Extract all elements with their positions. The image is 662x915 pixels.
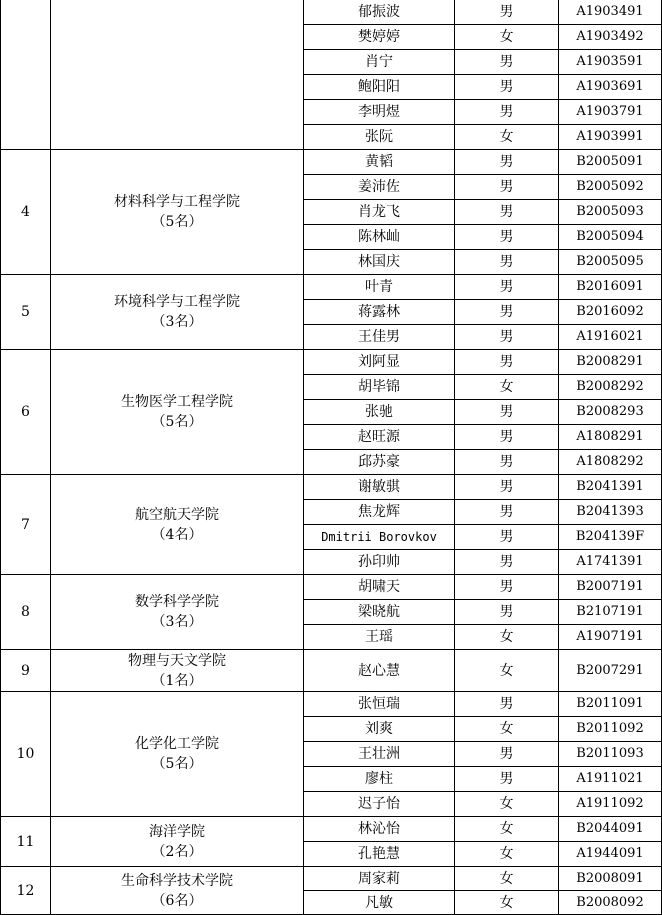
college-name: 环境科学与工程学院 bbox=[114, 294, 240, 310]
college-cell bbox=[51, 350, 304, 475]
student-gender-cell: 男 bbox=[455, 400, 559, 425]
student-id-cell: B2008092 bbox=[559, 891, 662, 915]
student-id-cell: B2044091 bbox=[559, 817, 662, 842]
student-id-cell: B2011091 bbox=[559, 692, 662, 717]
student-name-cell: 鲍阳阳 bbox=[304, 75, 455, 100]
college-cell bbox=[51, 275, 304, 350]
college-quota: （6名） bbox=[151, 892, 203, 909]
student-name-cell: 刘爽 bbox=[304, 717, 455, 742]
student-gender-cell: 男 bbox=[455, 525, 559, 550]
student-id-cell: B2107191 bbox=[559, 600, 662, 625]
student-name-cell: 胡啸天 bbox=[304, 575, 455, 600]
college-quota: （5名） bbox=[151, 414, 203, 430]
student-id-cell: B2005091 bbox=[559, 150, 662, 175]
student-id-cell: B2005095 bbox=[559, 250, 662, 275]
college-cell bbox=[51, 817, 304, 867]
student-id-cell: A1903591 bbox=[559, 50, 662, 75]
college-quota: （3名） bbox=[151, 614, 203, 630]
student-name-cell: 廖柱 bbox=[304, 767, 455, 792]
student-id-cell: B2005092 bbox=[559, 175, 662, 200]
student-name-cell: 叶青 bbox=[304, 275, 455, 300]
college-name: 数学科学学院 bbox=[135, 594, 219, 610]
student-gender-cell: 男 bbox=[455, 550, 559, 575]
student-id-cell: A1907191 bbox=[559, 625, 662, 650]
student-gender-cell: 男 bbox=[455, 450, 559, 475]
college-cell bbox=[51, 0, 304, 150]
table-row bbox=[1, 275, 662, 300]
table-row bbox=[1, 650, 662, 692]
student-gender-cell: 女 bbox=[455, 650, 559, 692]
student-gender-cell: 男 bbox=[455, 600, 559, 625]
student-name-cell: 姜沛佐 bbox=[304, 175, 455, 200]
student-gender-cell: 女 bbox=[455, 25, 559, 50]
student-gender-cell: 男 bbox=[455, 225, 559, 250]
college-cell bbox=[51, 650, 304, 692]
student-gender-cell: 女 bbox=[455, 125, 559, 150]
college-cell bbox=[51, 692, 304, 817]
student-id-cell: A1903491 bbox=[559, 0, 662, 25]
student-id-cell: B2005094 bbox=[559, 225, 662, 250]
student-id-cell: A1903991 bbox=[559, 125, 662, 150]
college-name: 生命科学技术学院 bbox=[121, 872, 233, 889]
student-gender-cell: 女 bbox=[455, 891, 559, 915]
student-name-cell: 邱苏豪 bbox=[304, 450, 455, 475]
student-gender-cell: 女 bbox=[455, 842, 559, 867]
table-row bbox=[1, 475, 662, 500]
student-gender-cell: 男 bbox=[455, 300, 559, 325]
student-id-cell: B2011093 bbox=[559, 742, 662, 767]
group-index-cell: 8 bbox=[1, 575, 51, 650]
group-index-cell bbox=[1, 0, 51, 150]
student-name-cell: 刘阿显 bbox=[304, 350, 455, 375]
student-name-cell: 周家莉 bbox=[304, 867, 455, 891]
student-name-cell: 张驰 bbox=[304, 400, 455, 425]
student-id-cell: B2008091 bbox=[559, 867, 662, 891]
group-index-cell: 7 bbox=[1, 475, 51, 575]
college-quota: （5名） bbox=[151, 214, 203, 230]
student-gender-cell: 男 bbox=[455, 692, 559, 717]
student-name-cell: 肖龙飞 bbox=[304, 200, 455, 225]
student-name-cell: 凡敏 bbox=[304, 891, 455, 915]
group-index-cell: 10 bbox=[1, 692, 51, 817]
student-name-cell: 谢敏骐 bbox=[304, 475, 455, 500]
table-row bbox=[1, 692, 662, 717]
student-name-cell: 蒋露林 bbox=[304, 300, 455, 325]
student-gender-cell: 男 bbox=[455, 325, 559, 350]
student-name-cell: 林沁怡 bbox=[304, 817, 455, 842]
student-gender-cell: 男 bbox=[455, 742, 559, 767]
student-gender-cell: 男 bbox=[455, 75, 559, 100]
student-gender-cell: 男 bbox=[455, 500, 559, 525]
student-id-cell: B2041391 bbox=[559, 475, 662, 500]
student-id-cell: A1911092 bbox=[559, 792, 662, 817]
college-quota: （2名） bbox=[151, 843, 203, 860]
student-gender-cell: 女 bbox=[455, 867, 559, 891]
student-name-cell: 陈林屾 bbox=[304, 225, 455, 250]
student-id-cell: A1808291 bbox=[559, 425, 662, 450]
roster-body bbox=[1, 0, 662, 915]
college-quota: （5名） bbox=[151, 756, 203, 772]
student-id-cell: B2041393 bbox=[559, 500, 662, 525]
student-name-cell: 孔艳慧 bbox=[304, 842, 455, 867]
table-row bbox=[1, 0, 662, 25]
college-name: 化学化工学院 bbox=[135, 736, 219, 752]
college-cell bbox=[51, 867, 304, 915]
student-name-cell: 林国庆 bbox=[304, 250, 455, 275]
student-id-cell: B2008291 bbox=[559, 350, 662, 375]
student-gender-cell: 男 bbox=[455, 475, 559, 500]
student-name-cell: 梁晓航 bbox=[304, 600, 455, 625]
student-name-cell: 肖宁 bbox=[304, 50, 455, 75]
college-quota: （1名） bbox=[151, 672, 203, 689]
college-quota: （4名） bbox=[151, 526, 203, 543]
student-gender-cell: 男 bbox=[455, 150, 559, 175]
student-id-cell: A1808292 bbox=[559, 450, 662, 475]
student-name-cell: 赵心慧 bbox=[304, 650, 455, 692]
college-name: 海洋学院 bbox=[149, 823, 205, 840]
student-gender-cell: 女 bbox=[455, 817, 559, 842]
student-name-cell: 黄韬 bbox=[304, 150, 455, 175]
student-gender-cell: 女 bbox=[455, 375, 559, 400]
student-id-cell: A1911021 bbox=[559, 767, 662, 792]
group-index-cell: 11 bbox=[1, 817, 51, 867]
student-gender-cell: 男 bbox=[455, 50, 559, 75]
student-name-cell: 张恒瑞 bbox=[304, 692, 455, 717]
student-name-cell: 迟子怡 bbox=[304, 792, 455, 817]
table-row bbox=[1, 575, 662, 600]
table-row bbox=[1, 150, 662, 175]
student-name-cell: 王瑶 bbox=[304, 625, 455, 650]
table-row bbox=[1, 350, 662, 375]
student-name-cell: 孙印帅 bbox=[304, 550, 455, 575]
college-name: 材料科学与工程学院 bbox=[114, 194, 240, 210]
student-name-cell: 王佳男 bbox=[304, 325, 455, 350]
student-gender-cell: 女 bbox=[455, 717, 559, 742]
student-id-cell: B2008292 bbox=[559, 375, 662, 400]
student-name-cell: 樊婷婷 bbox=[304, 25, 455, 50]
student-gender-cell: 男 bbox=[455, 767, 559, 792]
student-id-cell: A1903791 bbox=[559, 100, 662, 125]
student-id-cell: A1916021 bbox=[559, 325, 662, 350]
student-id-cell: B204139F bbox=[559, 525, 662, 550]
student-id-cell: B2016092 bbox=[559, 300, 662, 325]
student-name-cell: 张阮 bbox=[304, 125, 455, 150]
table-row bbox=[1, 867, 662, 891]
group-index-cell: 9 bbox=[1, 650, 51, 692]
student-id-cell: A1741391 bbox=[559, 550, 662, 575]
student-name-cell: 李明煜 bbox=[304, 100, 455, 125]
student-name-cell: 王壮洲 bbox=[304, 742, 455, 767]
student-id-cell: B2007191 bbox=[559, 575, 662, 600]
group-index-cell: 4 bbox=[1, 150, 51, 275]
student-gender-cell: 女 bbox=[455, 625, 559, 650]
group-index-cell: 12 bbox=[1, 867, 51, 915]
college-name: 生物医学工程学院 bbox=[121, 394, 233, 410]
table-row bbox=[1, 817, 662, 842]
college-name: 物理与天文学院 bbox=[128, 652, 226, 669]
student-gender-cell: 男 bbox=[455, 200, 559, 225]
student-name-cell: 赵旺源 bbox=[304, 425, 455, 450]
student-gender-cell: 男 bbox=[455, 100, 559, 125]
student-gender-cell: 男 bbox=[455, 575, 559, 600]
student-gender-cell: 男 bbox=[455, 250, 559, 275]
college-cell bbox=[51, 475, 304, 575]
student-gender-cell: 男 bbox=[455, 275, 559, 300]
student-id-cell: B2016091 bbox=[559, 275, 662, 300]
college-cell bbox=[51, 575, 304, 650]
student-gender-cell: 男 bbox=[455, 425, 559, 450]
college-cell bbox=[51, 150, 304, 275]
college-quota: （3名） bbox=[151, 314, 203, 330]
student-gender-cell: 男 bbox=[455, 175, 559, 200]
student-name-cell: 焦龙辉 bbox=[304, 500, 455, 525]
student-gender-cell: 女 bbox=[455, 792, 559, 817]
student-gender-cell: 男 bbox=[455, 350, 559, 375]
student-id-cell: A1903691 bbox=[559, 75, 662, 100]
student-name-cell: 胡毕锦 bbox=[304, 375, 455, 400]
group-index-cell: 6 bbox=[1, 350, 51, 475]
student-id-cell: B2008293 bbox=[559, 400, 662, 425]
student-id-cell: B2007291 bbox=[559, 650, 662, 692]
student-id-cell: B2005093 bbox=[559, 200, 662, 225]
student-name-cell: 郁振波 bbox=[304, 0, 455, 25]
student-id-cell: A1944091 bbox=[559, 842, 662, 867]
student-name-cell: Dmitrii Borovkov bbox=[304, 525, 455, 550]
college-name: 航空航天学院 bbox=[135, 506, 219, 523]
student-id-cell: B2011092 bbox=[559, 717, 662, 742]
group-index-cell: 5 bbox=[1, 275, 51, 350]
student-id-cell: A1903492 bbox=[559, 25, 662, 50]
student-gender-cell: 男 bbox=[455, 0, 559, 25]
